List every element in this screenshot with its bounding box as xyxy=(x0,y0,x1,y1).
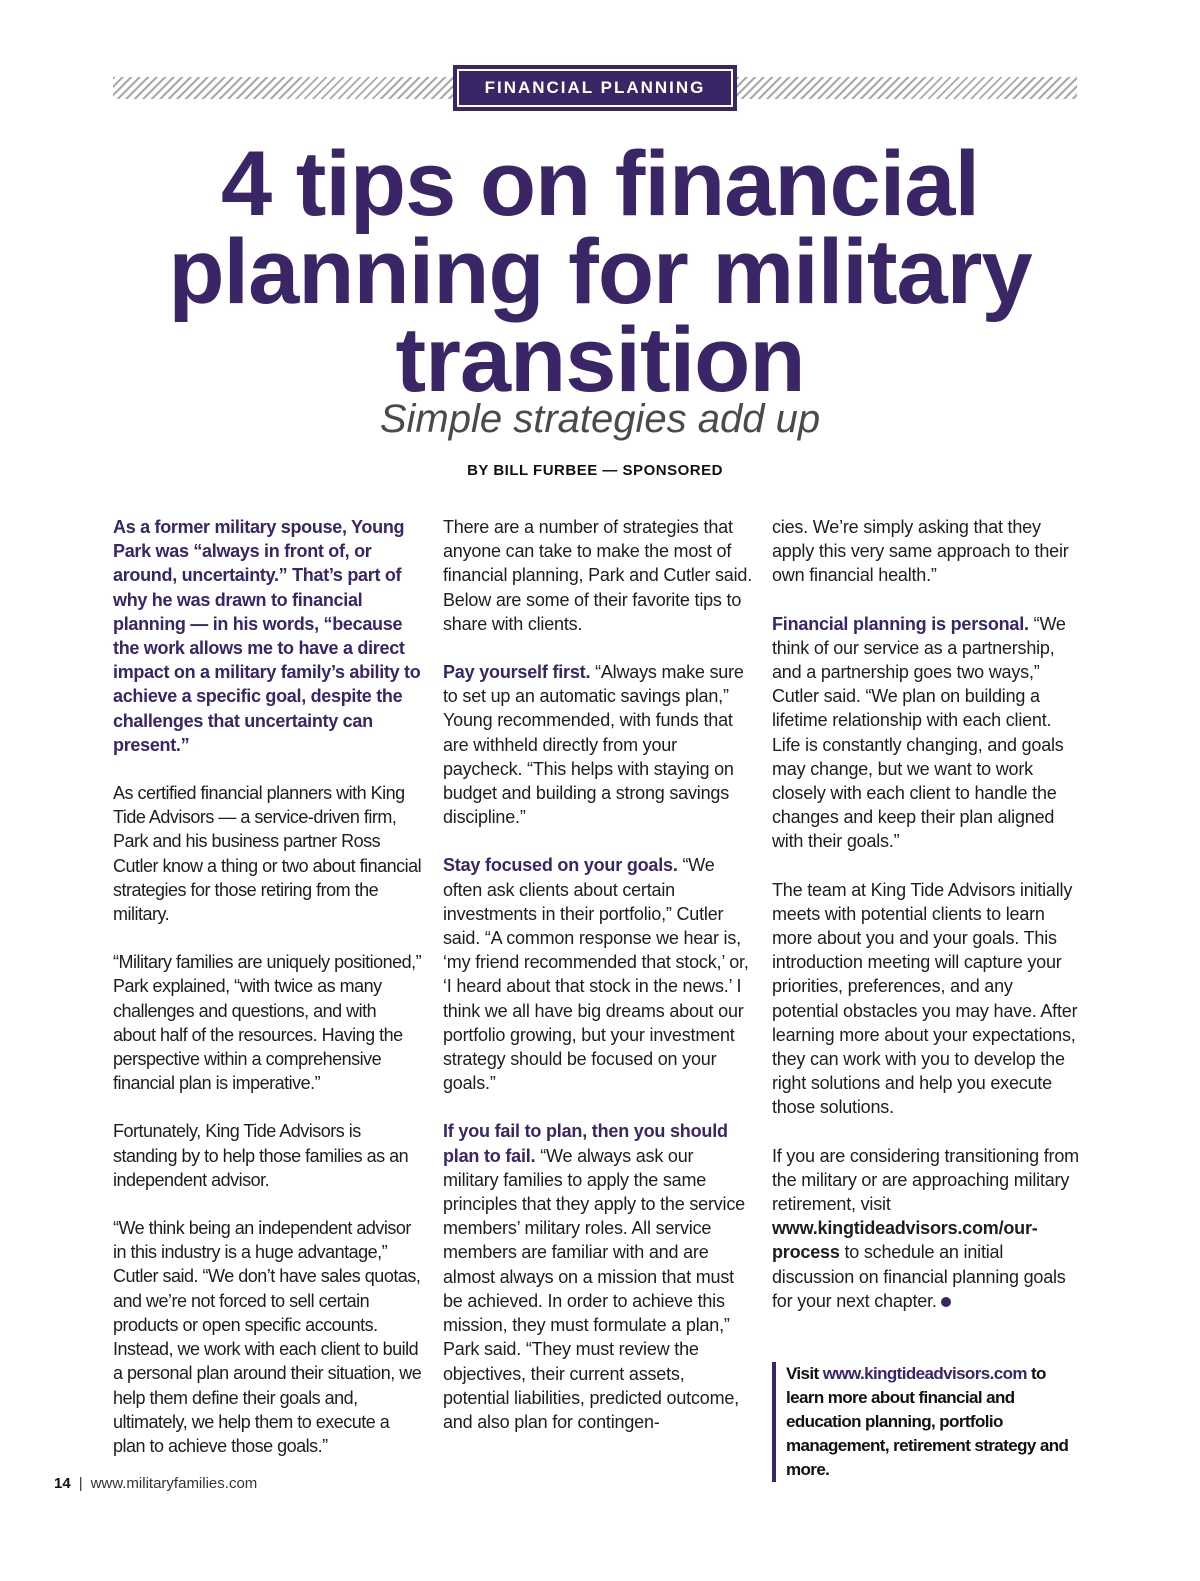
process-link[interactable]: www.kingtideadvisors.com/our-process xyxy=(772,1218,1038,1263)
article-subtitle: Simple strategies add up xyxy=(379,397,821,441)
page-footer xyxy=(54,1475,257,1492)
hatch-decoration-right xyxy=(737,77,1077,99)
visit-suffix: to learn more about financial and education planning, portfolio management, retirement strategy and more. xyxy=(786,1364,1069,1479)
body-paragraph: There are a number of strategies that anyone can take to make the most of financial planning, Park and Cutler said. Below are some of their favorite tips to share with clients. xyxy=(443,517,752,634)
body-paragraph: cies. We’re simply asking that they apply this very same approach to their own financial health.” xyxy=(772,517,1069,586)
closing-text-end: to schedule an initial discussion on financial planning goals for your next chapter. xyxy=(772,1242,1066,1311)
article-column-3 xyxy=(772,515,1082,1337)
lead-paragraph: As a former military spouse, Young Park was “always in front of, or around, uncertainty.” That’s part of why he was drawn to financial planning — in his words, “because the work allows me to have a direct impact on a military family’s ability to achieve a specific goal, despite the challenges that uncertainty can present.” xyxy=(113,517,421,755)
visit-prefix: Visit xyxy=(786,1364,819,1383)
body-paragraph: Fortunately, King Tide Advisors is standing by to help those families as an independent advisor. xyxy=(113,1121,409,1190)
article-headline: 4 tips on financial planning for military transition xyxy=(168,133,1032,411)
tip-paragraph xyxy=(772,612,1082,854)
section-kicker xyxy=(453,65,737,111)
footer-website[interactable]: www.militaryfamilies.com xyxy=(90,1475,258,1492)
body-paragraph: “Military families are uniquely positioned,” Park explained, “with twice as many challenges and questions, and with about half of the resources. Having the perspective within a comprehensive financial plan is imperative.” xyxy=(113,952,422,1094)
tip-heading: Financial planning is personal. xyxy=(772,613,1029,634)
hatch-decoration-left xyxy=(113,77,453,99)
body-paragraph: As certified financial planners with King Tide Advisors — a service-driven firm, Park and his business partner Ross Cutler know a thing or two about financial strategies for those retiring from the military. xyxy=(113,783,422,925)
page-number: 14 xyxy=(54,1475,71,1492)
footer-separator: | xyxy=(78,1475,83,1492)
tip-body: “We often ask clients about certain investments in their portfolio,” Cutler said. “A common response we hear is, ‘my friend recommended that stock,’ or, ‘I heard about that stock in the news.’ I think we all have big dreams about our portfolio growing, but your investment strategy should be focused on your goals.” xyxy=(443,855,749,1094)
tip-paragraph xyxy=(443,1119,753,1434)
section-kicker-label: FINANCIAL PLANNING xyxy=(484,78,706,97)
byline: BY BILL FURBEE — SPONSORED xyxy=(467,462,723,479)
website-link[interactable]: www.kingtideadvisors.com xyxy=(822,1364,1027,1383)
closing-paragraph xyxy=(772,1144,1082,1313)
tip-heading: If you fail to plan, then you should plan to fail. xyxy=(443,1121,728,1166)
body-paragraph: “We think being an independent advisor in this industry is a huge advantage,” Cutler said. “We don’t have sales quotas, and we’re not forced to sell certain products or open specific accounts. Instead, we work with each client to build a personal plan around their situation, we help them define their goals and, ultimately, we help them to execute a plan to achieve those goals.” xyxy=(113,1218,422,1456)
tip-heading: Pay yourself first. xyxy=(443,662,591,683)
visit-callout xyxy=(772,1362,1086,1482)
tip-heading: Stay focused on your goals. xyxy=(443,855,678,876)
closing-text: If you are considering transitioning from the military or are approaching military retirement, visit xyxy=(772,1145,1079,1215)
tip-body: “Always make sure to set up an automatic savings plan,” Young recommended, with funds that are withheld directly from your paycheck. “This helps with staying on budget and building a strong savings discipline.” xyxy=(443,662,744,828)
tip-paragraph xyxy=(443,853,753,1095)
section-kicker-row xyxy=(113,65,1077,111)
end-of-article-bullet-icon xyxy=(941,1297,951,1307)
tip-paragraph xyxy=(443,660,753,829)
tip-body: “We think of our service as a partnership, and a partnership goes two ways,” Cutler said. “We plan on building a lifetime relationship with each client. Life is constantly changing, and goals may change, but we want to work closely with each client to handle the changes and keep their plan aligned with their goals.” xyxy=(772,613,1066,852)
tip-body: “We always ask our military families to apply the same principles that they apply to the service members’ military roles. All service members are familiar with and are almost always on a mission that must be achieved. In order to achieve this mission, they must formulate a plan,” Park said. “They must review the objectives, their current assets, potential liabilities, predicted outcome, and also plan for contingen- xyxy=(443,1145,745,1432)
body-paragraph: The team at King Tide Advisors initially meets with potential clients to learn more about you and your goals. This introduction meeting will capture your priorities, preferences, and any potential obstacles you may have. After learning more about your expectations, they can work with you to develop the right solutions and help you execute those solutions. xyxy=(772,879,1078,1118)
article-column-1 xyxy=(113,515,423,1482)
article-column-2 xyxy=(443,515,753,1458)
